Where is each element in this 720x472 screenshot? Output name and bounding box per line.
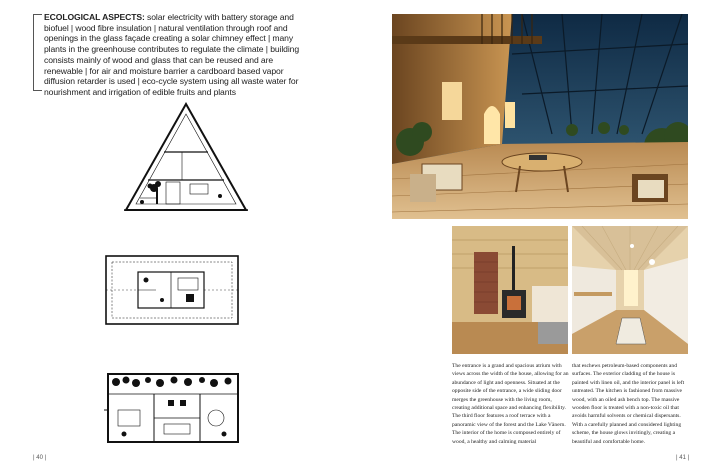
body-text-column-2: that eschews petroleum-based components and surfaces. The exterior cladding of the house is painted with linen oil, and the interior panel is left untreated. The kitchen is fashioned from massive wood, with an oiled ash bench top. The massive wooden floor is treated with a non-toxic oil that avoids harmful solvents or chemical dispersants. With a carefully planned and considered lighting scheme, the house glows invitingly, creating a beautiful and comfortable home. <box>572 363 685 445</box>
greenhouse-atrium-photo <box>392 14 688 219</box>
page-number-left: | 40 | <box>33 455 47 461</box>
ground-floor-plan <box>104 370 242 446</box>
right-page <box>360 0 720 472</box>
wood-stove-room-photo <box>452 226 568 354</box>
ecological-aspects-text <box>44 12 306 98</box>
section-drawing <box>120 102 252 214</box>
eco-heading: ECOLOGICAL ASPECTS: <box>44 12 145 22</box>
eco-body: solar electricity with battery storage and biofuel | wood fibre insulation | natural ventilation through roof and openings in the glass façade creating a solar chimney effect | many plants in the greenhouse contributes to regulate the climate | building consists mainly of wood and glass that can be reused and are renewable | for air and moisture barrier a cardboard based vapor diffusion retarder is used | eco-cycle system using all waste water for nourishment and irrigation of edible fruits and plants <box>44 12 300 97</box>
kitchen-corridor-photo <box>572 226 688 354</box>
body-text-column-1: The entrance is a grand and spacious atrium with views across the width of the house, allowing for an abundance of light and openness. Situated at the opposite side of the entrance, a wide sliding door merges the greenhouse with the living room, creating additional space and enhancing flexibility. The third floor features a roof terrace with a panoramic view of the forest and the Lake Vänern. The interior of the home is composed entirely of wood, a healthy and calming material <box>452 363 569 445</box>
upper-floor-plan <box>104 254 240 326</box>
page-number-right: | 41 | <box>676 455 690 461</box>
text-bracket <box>33 14 42 91</box>
